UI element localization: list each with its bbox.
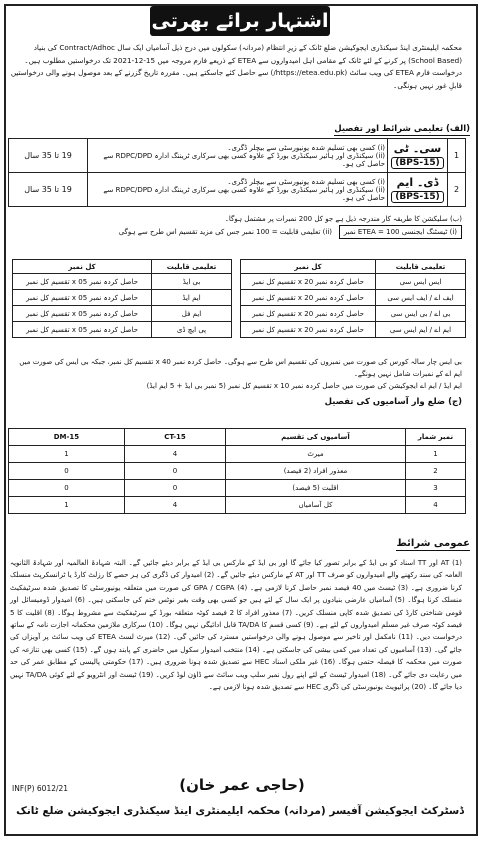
vacancy-distribution-table: نمبر شمار آسامیوں کی تقسیم CT-15 DM-15 1 میرٹ 4 1 2 معذور افراد (2 فیصد) 0 0 3 اقلیت (5 فیصد) 0 0 4 کل آسامیاں 4 1 xyxy=(8,428,466,514)
marks-table-right: تعلیمی قابلیت کل نمبر ایس ایس سی حاصل کردہ نمبر x 20 تقسیم کل نمبر ایف اے / ایف ایس سی حاصل کردہ نمبر x 20 تقسیم کل نمبر بی اے / بی ایس سی حاصل کردہ نمبر x 20 تقسیم کل نمبر ایم اے / ایم ایس سی حاصل کردہ نمبر x 20 تقسیم کل نمبر xyxy=(240,259,466,338)
selection-note-1: (ب) سلیکشن کا طریقہ کار مندرجہ ذیل ہے جو کل 200 نمبرات پر مشتمل ہوگا۔ xyxy=(224,215,462,223)
general-conditions-heading: عمومی شرائط xyxy=(396,538,470,549)
signature-title: ڈسٹرکٹ ایجوکیشن آفیسر (مردانہ) محکمہ ایلیمنٹری اینڈ سیکنڈری ایجوکیشن ضلع ٹانک xyxy=(16,805,464,817)
marks-table-left: تعلیمی قابلیت کل نمبر بی ایڈ حاصل کردہ نمبر x 05 تقسیم کل نمبر ایم ایڈ حاصل کردہ نمبر x 05 تقسیم کل نمبر ایم فل حاصل کردہ نمبر x 05 تقسیم کل نمبر پی ایچ ڈی حاصل کردہ نمبر x 05 تقسیم کل نمبر xyxy=(12,259,232,338)
table-row: 2 معذور افراد (2 فیصد) 0 0 xyxy=(9,463,466,480)
table-row: ایم ایڈ حاصل کردہ نمبر x 05 تقسیم کل نمبر xyxy=(13,290,232,306)
post-title-cell: ڈی۔ ایم (BPS-15) xyxy=(388,173,448,207)
table-row: ایف اے / ایف ایس سی حاصل کردہ نمبر x 20 تقسیم کل نمبر xyxy=(241,290,466,306)
table-row: 3 اقلیت (5 فیصد) 0 0 xyxy=(9,480,466,497)
post-requirements: (i) کسی بھی تسلیم شدہ یونیورسٹی سے بیچلر ڈگری۔ (ii) سیکنڈری اور ہائیر سیکنڈری بورڈ کے علاوہ کسی بھی سرکاری ٹریننگ ادارہ RDPC/DPD سے حاصل کی ہو۔ xyxy=(88,139,388,173)
table-row: 4 کل آسامیاں 4 1 xyxy=(9,497,466,514)
post-number: 2 xyxy=(448,173,466,207)
qualification-row xyxy=(9,173,466,207)
table-row: ایم فل حاصل کردہ نمبر x 05 تقسیم کل نمبر xyxy=(13,306,232,322)
table-row: ایم اے / ایم ایس سی حاصل کردہ نمبر x 20 تقسیم کل نمبر xyxy=(241,322,466,338)
section-a-heading: (الف) تعلیمی شرائط اور تفصیل xyxy=(334,124,470,134)
advertisement-title: اشتہار برائے بھرتی xyxy=(150,6,330,36)
table-row: پی ایچ ڈی حاصل کردہ نمبر x 05 تقسیم کل نمبر xyxy=(13,322,232,338)
table-row: بی اے / بی ایس سی حاصل کردہ نمبر x 20 تقسیم کل نمبر xyxy=(241,306,466,322)
table-row: 1 میرٹ 4 1 xyxy=(9,446,466,463)
general-conditions-text: (1) AT اور TT اسناد کو بی ایڈ کے برابر تصور کیا جائے گا اور بی ایڈ کے مارکس بی ایڈ کے برابر دیئے جائیں گے۔ البتہ شہادۃ العالمیہ اور شہادۃ الثانویہ العامہ کی سند رکھنے والے امیدواروں کو صرف TT اور AT کے مارکس دیئے جائیں گے۔ (2) امیدوار کی ڈگری کی ہر حصے کا رزلٹ کارڈ یا ٹرانسکرپٹ منسلک کرنا ضروری ہے۔ (3) ٹیسٹ میں 40 فیصد نمبر حاصل کرنا لازمی ہے۔ (4) GPA / CGPA کی صورت میں متعلقہ یونیورسٹی کا تصدیق شدہ سرٹیفکیٹ منسلک کرنا ہوگا۔ (5) آسامیاں عارضی بنیادوں پر ایک سال کے لئے ہیں جو کسی بھی وقت بغیر نوٹس ختم کی جاسکتی ہیں۔ (6) امیدوار ڈومیسائل اور قومی شناختی کارڈ کی تصدیق شدہ کاپی منسلک کریں۔ (7) معذور افراد کا 2 فیصد کوٹہ متعلقہ بورڈ کے سرٹیفکیٹ سے مشروط ہوگا۔ (8) اقلیت کا 5 فیصد کوٹہ صرف غیر مسلم امیدواروں کے لئے ہے۔ (9) کسی قسم کا TA/DA قابل ادائیگی نہیں ہوگا۔ (10) سرکاری ملازمین محکمانہ اجازت نامہ کے ساتھ درخواست دیں۔ (11) نامکمل اور تاخیر سے موصول ہونے والی درخواستیں مسترد کی جائیں گی۔ (12) میرٹ لسٹ ETEA کی ویب سائٹ پر آویزاں کی جائے گی۔ (13) آسامیوں کی تعداد میں کمی بیشی کی جاسکتی ہے۔ (14) منتخب امیدوار سکول میں حاضری کے پابند ہوں گے۔ (15) کسی بھی تنازعہ کی صورت میں محکمہ کا فیصلہ حتمی ہوگا۔ (16) غیر ملکی اسناد HEC سے تصدیق شدہ ہونا ضروری ہیں۔ (17) حکومتی پالیسی کے مطابق عمر کی حد میں رعایت دی جائے گی۔ (18) امیدوار ٹیسٹ کے لئے اپنے رول نمبر سلپ ویب سائٹ سے ڈاؤن لوڈ کریں۔ (19) ٹیسٹ اور انٹرویو کے لئے کوئی TA/DA نہیں دیا جائے گا۔ (20) پرائیویٹ یونیورسٹی کی ڈگری HEC سے تصدیق شدہ ہونا لازمی ہے۔ xyxy=(10,559,463,692)
section-c-heading: (ج) ضلع وار آسامیوں کی تفصیل xyxy=(324,397,462,407)
post-requirements: (i) کسی بھی تسلیم شدہ یونیورسٹی سے بیچلر ڈگری۔ (ii) سیکنڈری اور ہائیر سیکنڈری بورڈ کے علاوہ کسی بھی سرکاری ٹریننگ ادارہ RDPC/DPD سے حاصل کی ہو۔ xyxy=(88,173,388,207)
selection-notes xyxy=(10,213,462,239)
intro-paragraph: محکمہ ایلیمنٹری اینڈ سیکنڈری ایجوکیشن ضلع ٹانک کے زیرِ انتظام (مردانہ) سکولوں میں درج ذیل آسامیاں ایک سال Contract/Adhoc کی بنیاد (School Based) پر کرنے کے لئے ٹانک کے مقامی اہل امیدواروں سے ETEA کے ذریعے فارم مروجہ میں 15-12-2021 تک درخواستیں مطلوب ہیں۔ درخواست فارم ETEA کی ویب سائٹ (https://etea.edu.pk/) سے حاصل کئے جاسکتے ہیں۔ مقررہ تاریخ گزرنے کے بعد موصول ہونے والی درخواستیں قابلِ غور نہیں ہونگی۔ xyxy=(10,43,462,90)
qualification-row xyxy=(9,139,466,173)
signature-name: (حاجی عمر خان) xyxy=(179,776,305,794)
post-age: 19 تا 35 سال xyxy=(9,173,88,207)
inf-number: INF(P) 6012/21 xyxy=(12,784,69,793)
table-row: ایس ایس سی حاصل کردہ نمبر x 20 تقسیم کل نمبر xyxy=(241,274,466,290)
post-age: 19 تا 35 سال xyxy=(9,139,88,173)
qualification-table xyxy=(8,138,466,207)
selection-note-2: (i) ٹیسٹنگ ایجنسی ETEA = 100 نمبر (ii) تعلیمی قابلیت = 100 نمبر جس کی مزید تقسیم اس طرح سے ہوگی xyxy=(10,225,462,239)
table-row: بی ایڈ حاصل کردہ نمبر x 05 تقسیم کل نمبر xyxy=(13,274,232,290)
post-number: 1 xyxy=(448,139,466,173)
post-title-cell: سی۔ ٹی (BPS-15) xyxy=(388,139,448,173)
additional-notes: بی ایس چار سالہ کورس کی صورت میں نمبروں کی تقسیم اس طرح سے ہوگی۔ حاصل کردہ نمبر x 40 تقسیم کل نمبر، جبکہ بی ایس کی صورت میں ایم اے کے نمبرات شامل نہیں ہونگے۔ ایم ایڈ / ایم اے ایجوکیشن کی صورت میں حاصل کردہ نمبر x 10 تقسیم کل نمبر (5 نمبر بی ایڈ + 5 ایم ایڈ) (ج) ضلع وار آسامیوں کی تفصیل xyxy=(10,356,462,408)
